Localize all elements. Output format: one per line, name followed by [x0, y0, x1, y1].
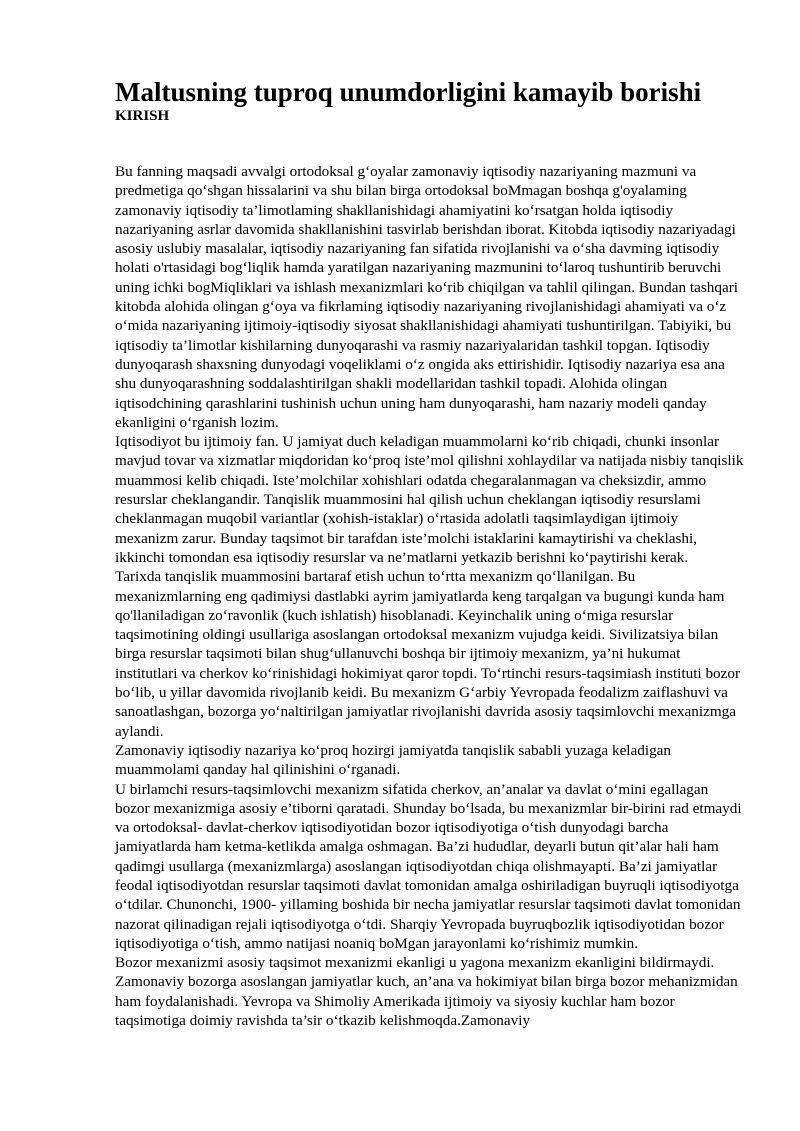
paragraph: Bozor mexanizmi asosiy taqsimot mexanizmi ekanligi u yagona mexanizm ekanligini bildirmaydi. Zamonaviy bozorga asoslangan jamiyatlar kuch, an’ana va hokimiyat bilan birga bozor mehanizmidan ham foydalanishadi. Yevropa va Shimoliy Amerikada ijtimoiy va siyosiy kuchlar ham bozor taqsimotiga doimiy ravishda ta’sir o‘tkazib kelishmoqda.Zamonaviy: [115, 954, 738, 1030]
paragraph: Iqtisodiyot bu ijtimoiy fan. U jamiyat duch keladigan muammolarni ko‘rib chiqadi, chunki insonlar mavjud tovar va xizmatlar miqdoridan ko‘proq iste’mol qilishni xohlaydilar va natijada nisbiy tanqislik muammosi kelib chiqadi. Iste’molchilar xohishlari odatda chegaralanmagan va cheksizdir, ammo resurslar cheklangandir. Tanqislik muammosini hal qilish uchun cheklangan iqtisodiy resurslami cheklanmagan muqobil variantlar (xohish-istaklar) o‘rtasida adolatli taqsimlaydigan ijtimoiy mexanizm zarur. Bunday taqsimot bir tarafdan iste’molchi istaklarini kamaytirishi va cheklashi, ikkinchi tomondan esa iqtisodiy resurslar va ne’matlarni yetkazib berishni ko‘paytirishi kerak.: [115, 433, 744, 566]
document-title: Maltusning tuproq unumdorligini kamayib borishi: [115, 77, 702, 107]
paragraph: Tarixda tanqislik muammosini bartaraf etish uchun to‘rtta mexanizm qo‘llanilgan. Bu mexanizmlarning eng qadimiysi dastlabki ayrim jamiyatlarda keng tarqalgan va bugungi kunda ham qo'llaniladigan zo‘ravonlik (kuch ishlatish) hisoblanadi. Keyinchalik uning o‘miga resurslar taqsimotining oldingi usullariga asoslangan ortodoksal mexanizm vujudga keidi. Sivilizatsiya bilan birga resurslar taqsimoti bilan shug‘ullanuvchi boshqa bir ijtimoiy mexanizm, ya’ni hukumat institutlari va cherkov ko‘rinishidagi hokimiyat qaror topdi. To‘rtinchi resurs-taqsimiash instituti bozor bo‘lib, u yillar davomida rivojlanib keidi. Bu mexanizm G‘arbiy Yevropada feodalizm zaiflashuvi va sanoatlashgan, bozorga yo‘naltirilgan jamiyatlar rivojlanishi davrida asosiy taqsimlovchi mexanizmga aylandi.: [115, 568, 741, 740]
paragraph: Bu fanning maqsadi avvalgi ortodoksal g‘oyalar zamonaviy iqtisodiy nazariyaning mazmuni va predmetiga qo‘shgan hissalarini va shu bilan birga ortodoksal boMmagan boshqa g'oyalaming zamonaviy iqtisodiy ta’limotlaming shakllanishidagi ahamiyatini ko‘rsatgan holda iqtisodiy nazariyaning asrlar davomida shakllanishini tasvirlab berishdan iborat. Kitobda iqtisodiy nazariyadagi asosiy uslubiy masalalar, iqtisodiy nazariyaning fan sifatida rivojlanishi va o‘sha davming iqtisodiy holati o'rtasidagi bog‘liqlik hamda yaratilgan nazariyaning mazmunini to‘laroq tushuntirib beruvchi uning ichki bogMiqliklari va ishlash mexanizmlari ko‘rib chiqilgan va tahlil qilingan. Bundan tashqari kitobda alohida olingan g‘oya va fikrlaming iqtisodiy nazariyaning rivojlanishidagi ahamiyati va o‘z o‘mida nazariyaning ijtimoiy-iqtisodiy siyosat shakllanishidagi ahamiyati tushuntirilgan. Tabiyiki, bu iqtisodiy ta’limotlar kishilarning dunyoqarashi va rasmiy nazariyalaridan tashkil topgan. Iqtisodiy dunyoqarash shaxsning dunyodagi voqeliklami o‘z ongida aks ettirishidir. Iqtisodiy nazariya esa ana shu dunyoqarashning soddalashtirilgan shakli modellaridan tashkil topadi. Alohida olingan iqtisodchining qarashlarini tushinish uchun uning ham dunyoqarashi, ham nazariy modeli qanday ekanligini o‘rganish lozim.: [115, 163, 738, 431]
paragraph: U birlamchi resurs-taqsimlovchi mexanizm sifatida cherkov, an’analar va davlat o‘mini egallagan bozor mexanizmiga asosiy e’tiborni qaratadi. Shunday bo‘lsada, bu mexanizmlar bir-birini rad etmaydi va ortodoksal- davlat-cherkov iqtisodiyotidan bozor iqtisodiyotiga o‘tish dunyodagi barcha jamiyatlarda ham ketma-ketlikda amalga oshmagan. Ba’zi hududlar, deyarli butun qit’alar hali ham qadimgi usullarga (mexanizmlarga) asoslangan iqtisodiyotdan chiqa olishmayapti. Ba’zi jamiyatlar feodal iqtisodiyotdan resurslar taqsimoti davlat tomonidan amalga oshiriladigan buyruqli iqtisodiyotga o‘tdilar. Chunonchi, 1900- yillaming boshida bir necha jamiyatlar resurslar taqsimoti davlat tomonidan nazorat qilinadigan rejali iqtisodiyotga o‘tdi. Sharqiy Yevropada buyruqbozlik iqtisodiyotidan bozor iqtisodiyotiga o‘tish, ammo natijasi noaniq boMgan jarayonlami ko‘rishimiz mumkin.: [115, 780, 742, 952]
document-body: [115, 162, 745, 1030]
paragraph: Zamonaviy iqtisodiy nazariya ko‘proq hozirgi jamiyatda tanqislik sababli yuzaga keladigan muammolami qanday hal qilinishini o‘rganadi.: [115, 741, 672, 779]
section-heading: KIRISH: [115, 108, 170, 124]
